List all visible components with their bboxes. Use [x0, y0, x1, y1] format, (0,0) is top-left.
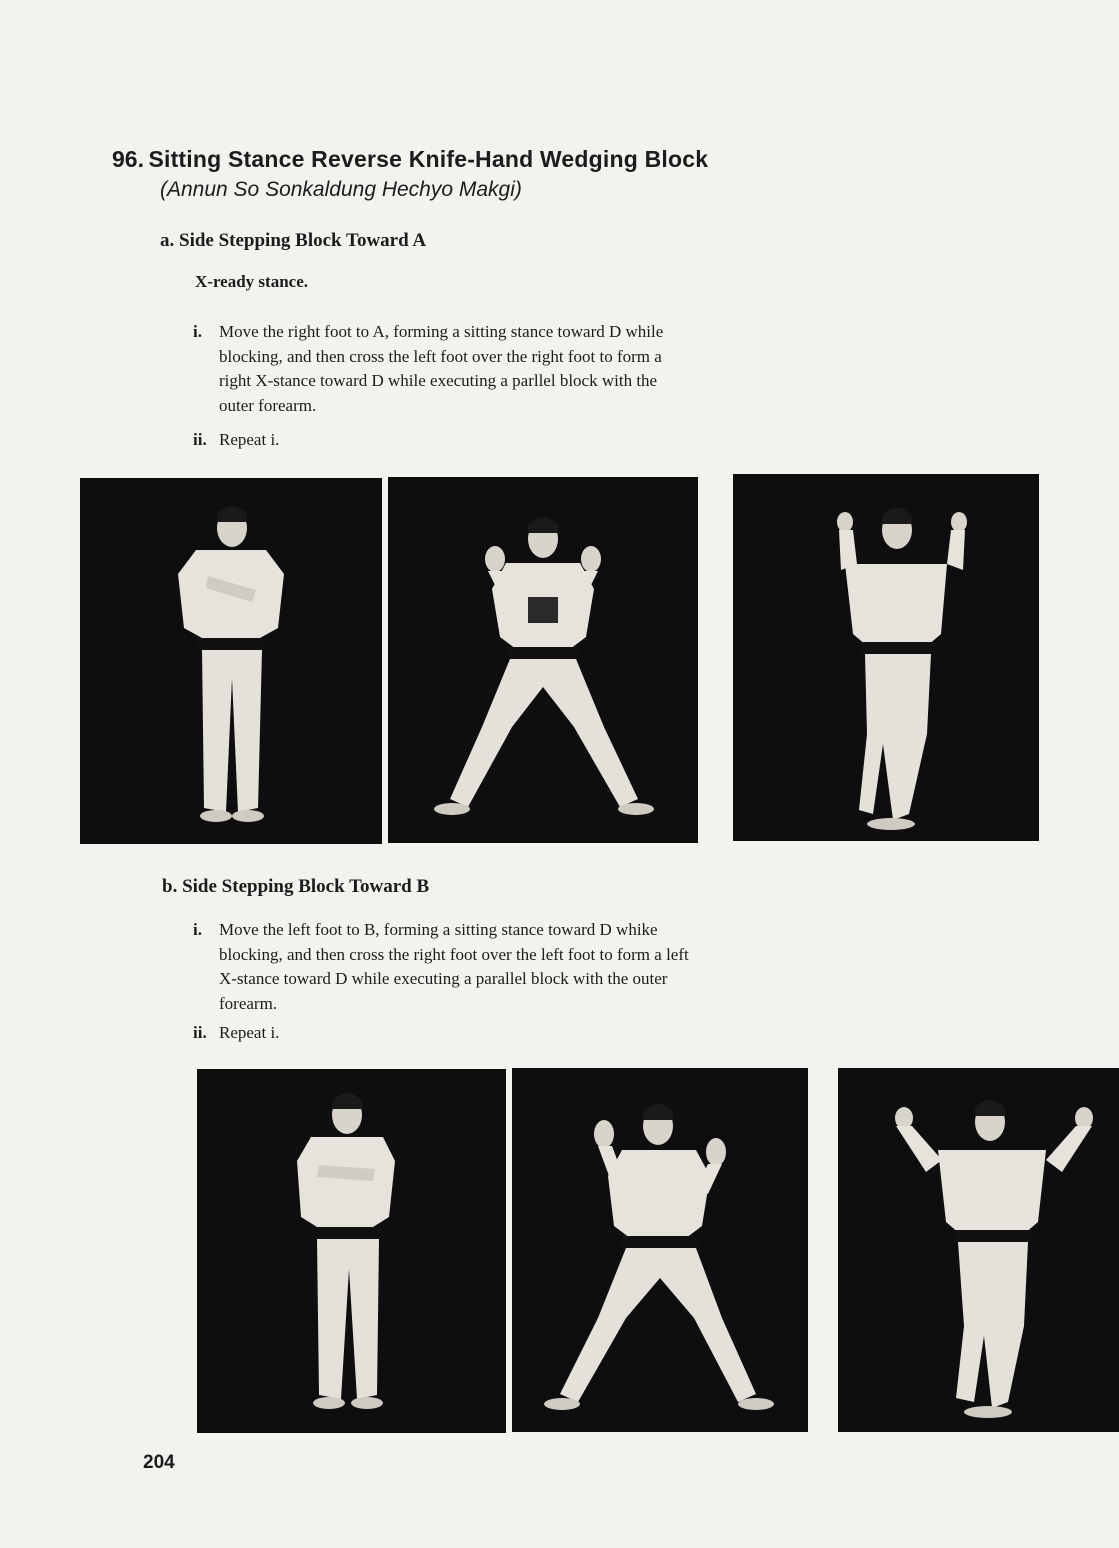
photo-a-3 — [733, 474, 1039, 841]
step-line: Move the right foot to A, forming a sitting stance toward D while — [219, 322, 664, 341]
step-line: Repeat i. — [219, 1023, 280, 1042]
photo-b-3 — [838, 1068, 1119, 1432]
step-line: forearm. — [219, 993, 278, 1013]
photo-b-2 — [512, 1068, 808, 1432]
section-heading: Sitting Stance Reverse Knife-Hand Wedging Block — [148, 146, 709, 172]
figure-sitting-stance-block — [388, 477, 698, 843]
figure-sitting-stance-block — [512, 1068, 808, 1432]
section-title — [112, 146, 1012, 173]
part-b-step-1 — [193, 918, 943, 1016]
step-line: right X-stance toward D while executing a parllel block with the — [219, 371, 658, 390]
part-a-step-2 — [193, 428, 279, 453]
figure-x-ready-stance — [197, 1069, 506, 1433]
photo-a-1 — [80, 478, 382, 844]
step-marker: i. — [193, 920, 202, 939]
page-number: 204 — [143, 1452, 175, 1473]
step-marker: ii. — [193, 430, 207, 449]
photo-b-1 — [197, 1069, 506, 1433]
part-b-heading — [162, 876, 429, 898]
part-a-step-1 — [193, 320, 933, 418]
figure-x-ready-stance — [80, 478, 382, 844]
step-line: Move the left foot to B, forming a sitting stance toward D whike — [219, 920, 658, 939]
step-line: blocking, and then cross the right foot over the left foot to form a left — [219, 944, 689, 964]
step-line: blocking, and then cross the left foot over the right foot to form a — [219, 346, 662, 366]
part-b-letter: b. — [162, 876, 178, 897]
section-number: 96. — [112, 146, 144, 172]
part-a-heading — [160, 230, 426, 252]
ready-stance-text: X-ready stance. — [195, 272, 308, 291]
part-a-title: Side Stepping Block Toward A — [179, 230, 427, 251]
step-marker: ii. — [193, 1023, 207, 1042]
part-b-step-2 — [193, 1021, 279, 1046]
figure-x-stance-parallel-block — [733, 474, 1039, 841]
step-line: outer forearm. — [219, 395, 317, 415]
figure-x-stance-parallel-block — [838, 1068, 1119, 1432]
photo-a-2 — [388, 477, 698, 843]
step-line: Repeat i. — [219, 430, 280, 449]
part-b-title: Side Stepping Block Toward B — [182, 876, 430, 897]
step-marker: i. — [193, 322, 202, 341]
part-a-letter: a. — [160, 230, 175, 251]
step-line: X-stance toward D while executing a parallel block with the outer — [219, 969, 668, 988]
section-subtitle: (Annun So Sonkaldung Hechyo Makgi) — [160, 178, 522, 201]
